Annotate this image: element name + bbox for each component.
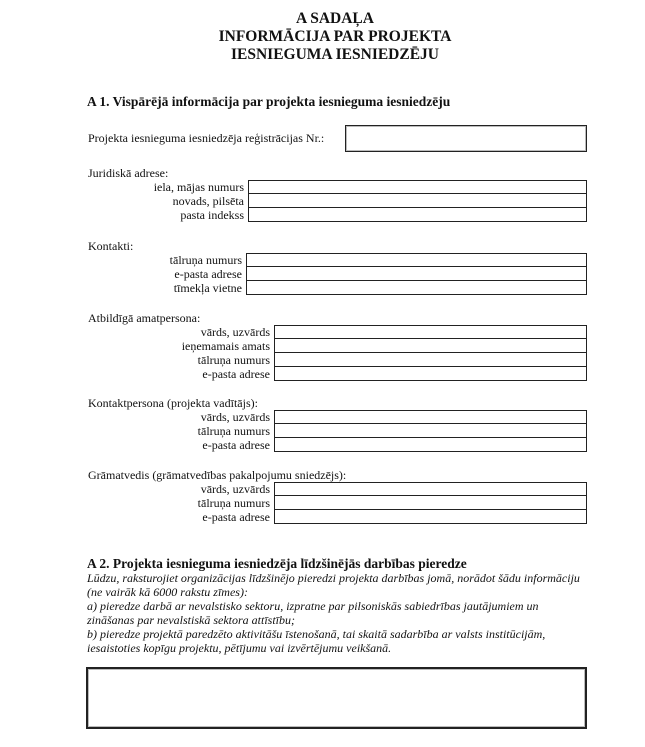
contacts-email-row: [174, 267, 587, 281]
instruction-line-3: a) pieredze darbā ar nevalstisko sektoru, izpratne par pilsoniskās sabiedrības jautājumiem un: [87, 599, 539, 613]
legal-address-postal-row: [180, 208, 587, 222]
legal-address-label: Juridiskā adrese:: [88, 166, 169, 180]
street-field[interactable]: [248, 180, 587, 194]
accountant-label: Grāmatvedis (grāmatvedības pakalpojumu sniedzējs):: [88, 468, 347, 482]
official-phone-label: tālruņa numurs: [197, 353, 270, 367]
section-a1-heading: A 1. Vispārējā informācija par projekta iesnieguma iesniedzēju: [87, 94, 451, 109]
contact-person-email-field[interactable]: [274, 438, 587, 452]
contact-person-label: Kontaktpersona (projekta vadītājs):: [88, 396, 258, 410]
responsible-official-label: Atbildīgā amatpersona:: [88, 311, 201, 325]
accountant-email-row: [202, 510, 587, 524]
contact-person-email-row: [202, 438, 587, 452]
accountant-name-label: vārds, uzvārds: [200, 482, 270, 496]
accountant-phone-field[interactable]: [274, 496, 587, 510]
website-field[interactable]: [246, 281, 587, 295]
contact-person-email-label: e-pasta adrese: [202, 438, 270, 452]
contact-person-name-label: vārds, uzvārds: [200, 410, 270, 424]
accountant-name-row: [200, 482, 587, 496]
experience-text-area[interactable]: [86, 667, 587, 729]
accountant-name-field[interactable]: [274, 482, 587, 496]
contact-person-phone-field[interactable]: [274, 424, 587, 438]
official-email-field[interactable]: [274, 367, 587, 381]
section-a2-heading: A 2. Projekta iesnieguma iesniedzēja līdzšinējās darbības pieredze: [87, 556, 467, 571]
contacts-website-row: [173, 281, 587, 295]
phone-field[interactable]: [246, 253, 587, 267]
instruction-line-2: (ne vairāk kā 6000 rakstu zīmes):: [87, 585, 248, 599]
accountant-phone-row: [197, 496, 587, 510]
email-field[interactable]: [246, 267, 587, 281]
official-name-field[interactable]: [274, 325, 587, 339]
legal-address-street-row: [153, 180, 587, 194]
city-label: novads, pilsēta: [172, 194, 244, 208]
registration-number-field[interactable]: [345, 125, 587, 152]
accountant-email-label: e-pasta adrese: [202, 510, 270, 524]
instruction-line-5: b) pieredze projektā paredzēto aktivitāšu īstenošanā, tai skaitā sadarbība ar valsts institūcijām,: [87, 627, 546, 641]
official-position-row: [181, 339, 587, 353]
official-name-label: vārds, uzvārds: [200, 325, 270, 339]
contact-person-phone-row: [197, 424, 587, 438]
postal-code-label: pasta indekss: [180, 208, 244, 222]
legal-address-city-row: [172, 194, 587, 208]
city-field[interactable]: [248, 194, 587, 208]
phone-label: tālruņa numurs: [169, 253, 242, 267]
email-label: e-pasta adrese: [174, 267, 242, 281]
official-phone-row: [197, 353, 587, 367]
official-position-field[interactable]: [274, 339, 587, 353]
instruction-line-1: Lūdzu, raksturojiet organizācijas līdzšinējo pieredzi projekta darbības jomā, norādot šādu informāciju: [87, 571, 580, 585]
instruction-line-4: zināšanas par nevalstiskā sektora attīstību;: [87, 613, 295, 627]
official-email-row: [202, 367, 587, 381]
contacts-phone-row: [169, 253, 587, 267]
official-email-label: e-pasta adrese: [202, 367, 270, 381]
contact-person-phone-label: tālruņa numurs: [197, 424, 270, 438]
contact-person-name-row: [200, 410, 587, 424]
page-title: [0, 10, 645, 64]
accountant-phone-label: tālruņa numurs: [197, 496, 270, 510]
title-line-2: INFORMĀCIJA PAR PROJEKTA: [218, 28, 452, 45]
contact-person-name-field[interactable]: [274, 410, 587, 424]
contacts-label: Kontakti:: [88, 239, 134, 253]
official-position-label: ieņemamais amats: [181, 339, 270, 353]
instruction-line-6: iesaistoties kopīgu projektu, pētījumu vai izvērtējumu veikšanā.: [87, 641, 392, 655]
street-label: iela, mājas numurs: [153, 180, 244, 194]
title-line-1: A SADAĻA: [296, 10, 374, 27]
registration-label: Projekta iesnieguma iesniedzēja reģistrācijas Nr.:: [88, 131, 325, 145]
title-line-3: IESNIEGUMA IESNIEDZĒJU: [230, 46, 440, 63]
postal-code-field[interactable]: [248, 208, 587, 222]
accountant-email-field[interactable]: [274, 510, 587, 524]
website-label: tīmekļa vietne: [173, 281, 242, 295]
official-phone-field[interactable]: [274, 353, 587, 367]
official-name-row: [200, 325, 587, 339]
